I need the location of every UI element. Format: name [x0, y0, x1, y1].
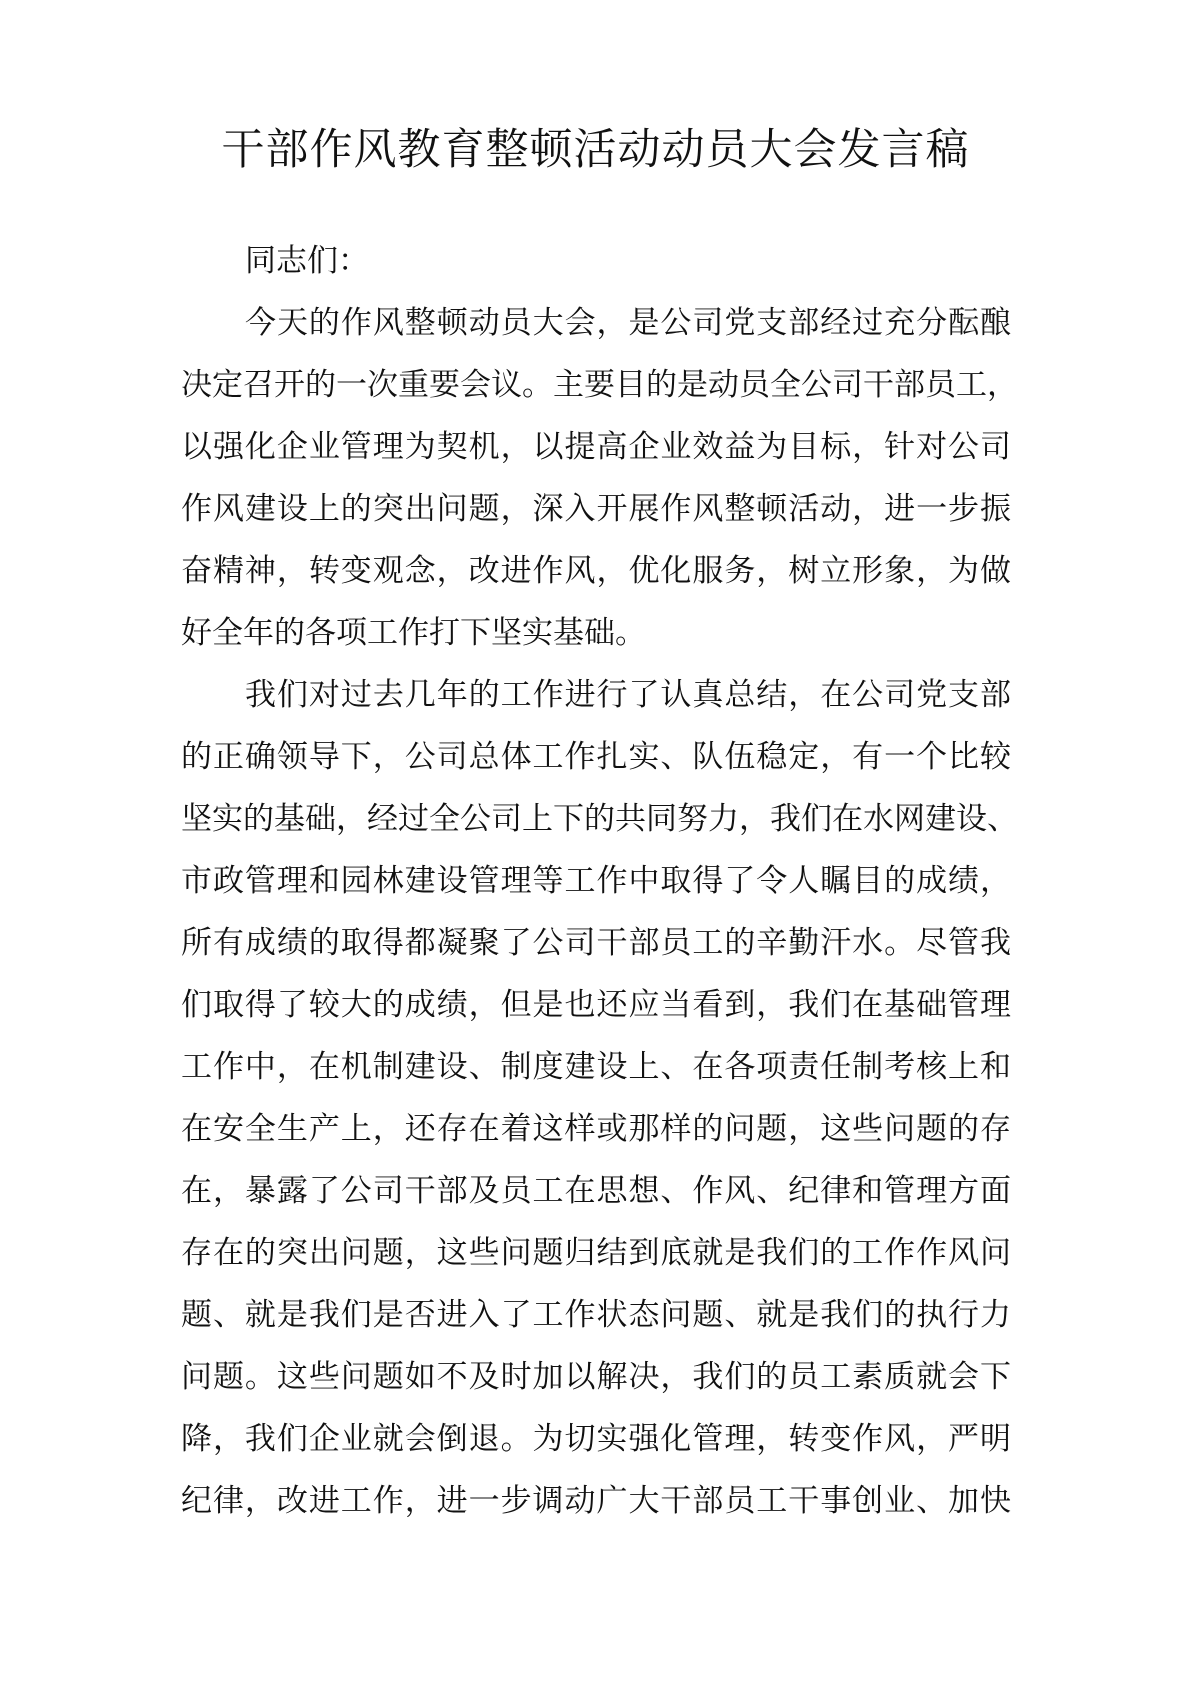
text-line: 坚实的基础，经过全公司上下的共同努力，我们在水网建设、: [181, 801, 1018, 837]
text-line: 奋精神，转变观念，改进作风，优化服务，树立形象，为做: [181, 553, 1011, 589]
text-line: 的正确领导下，公司总体工作扎实、队伍稳定，有一个比较: [181, 739, 1011, 775]
text-line: 所有成绩的取得都凝聚了公司干部员工的辛勤汗水。尽管我: [181, 925, 1011, 961]
text-line: 以强化企业管理为契机，以提高企业效益为目标，针对公司: [181, 429, 1011, 465]
text-line: 纪律，改进工作，进一步调动广大干部员工干事创业、加快: [181, 1483, 1011, 1519]
text-line: 工作中，在机制建设、制度建设上、在各项责任制考核上和: [181, 1049, 1011, 1085]
paragraph-1: [181, 292, 1018, 664]
text-line: 在安全生产上，还存在着这样或那样的问题，这些问题的存: [181, 1111, 1011, 1147]
text-line: 存在的突出问题，这些问题归结到底就是我们的工作作风问: [181, 1235, 1011, 1271]
text-line: 好全年的各项工作打下坚实基础。: [181, 615, 646, 651]
text-line: 作风建设上的突出问题，深入开展作风整顿活动，进一步振: [181, 491, 1011, 527]
text-line: 市政管理和园林建设管理等工作中取得了令人瞩目的成绩，: [181, 863, 1011, 899]
text-line: 问题。这些问题如不及时加以解决，我们的员工素质就会下: [181, 1359, 1011, 1395]
paragraph-2: [181, 664, 1018, 1532]
text-line: 我们对过去几年的工作进行了认真总结，在公司党支部: [245, 677, 1011, 713]
salutation: 同志们：: [245, 243, 369, 279]
text-line: 在，暴露了公司干部及员工在思想、作风、纪律和管理方面: [181, 1173, 1011, 1209]
document-body: [181, 230, 1018, 1532]
text-line: 今天的作风整顿动员大会，是公司党支部经过充分酝酿: [245, 305, 1011, 341]
text-line: 决定召开的一次重要会议。主要目的是动员全公司干部员工，: [181, 367, 1018, 403]
text-line: 降，我们企业就会倒退。为切实强化管理，转变作风，严明: [181, 1421, 1011, 1457]
text-line: 们取得了较大的成绩，但是也还应当看到，我们在基础管理: [181, 987, 1011, 1023]
text-line: 题、就是我们是否进入了工作状态问题、就是我们的执行力: [181, 1297, 1011, 1333]
document-title: 干部作风教育整顿活动动员大会发言稿: [221, 125, 970, 175]
